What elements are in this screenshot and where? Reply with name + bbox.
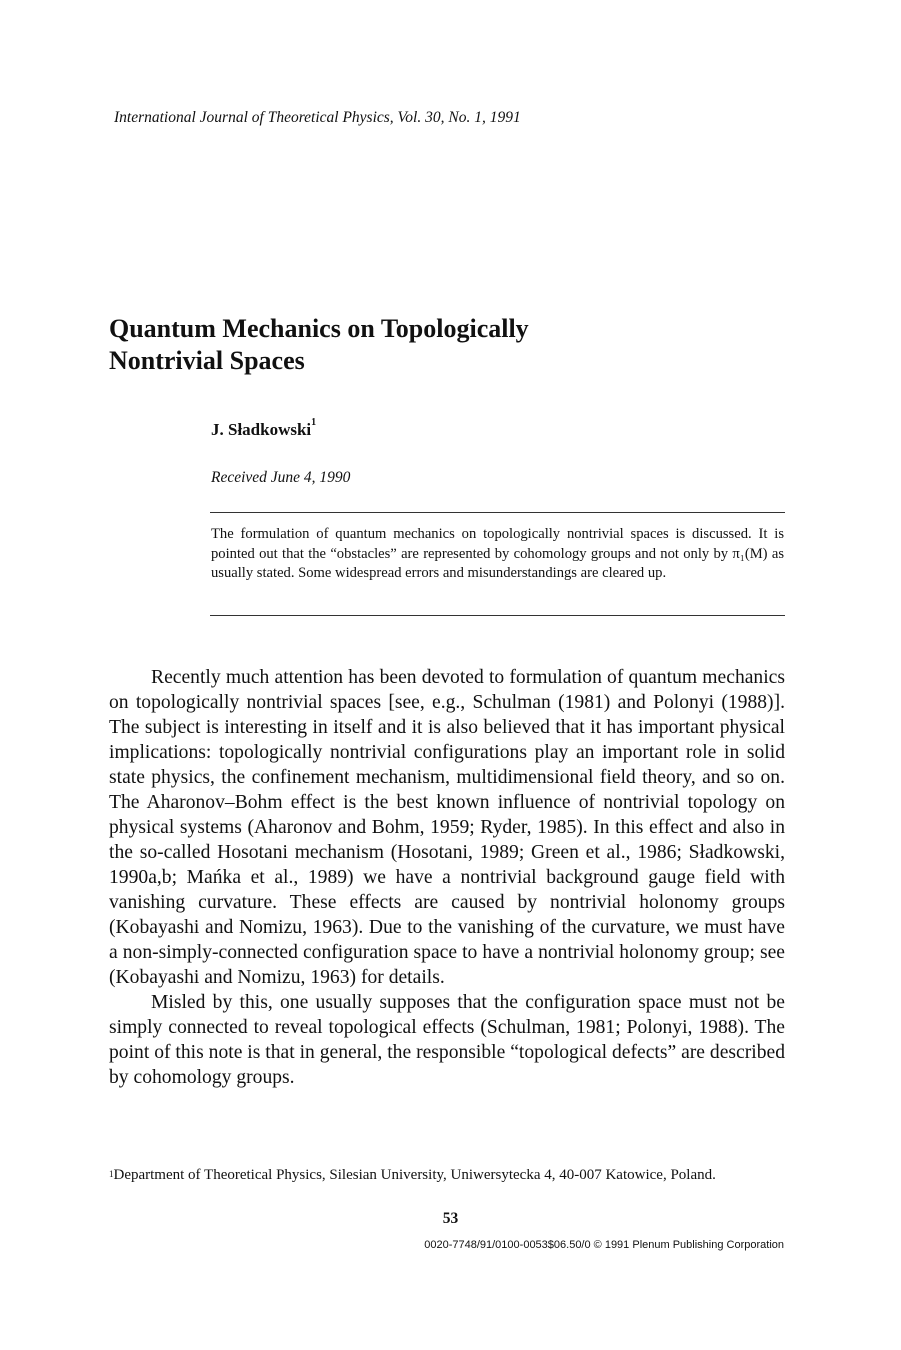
footnote-mark: 1 <box>109 1169 114 1179</box>
page-number: 53 <box>442 1210 459 1227</box>
article-title <box>109 313 789 377</box>
author-footnote-mark: 1 <box>311 417 317 428</box>
abstract-bottom-rule <box>210 615 785 616</box>
affiliation-footnote <box>109 1165 785 1186</box>
body-text <box>109 665 785 1090</box>
body-paragraph-2: Misled by this, one usually supposes that the configuration space must not be simply connected to reveal topological effects (Schulman, 1981; Polonyi, 1988). The point of this note is that in general, the responsible “topological defects” are described by cohomology groups. <box>109 992 785 1088</box>
abstract-top-rule <box>210 512 785 513</box>
copyright-line: 0020-7748/91/0100-0053$06.50/0 © 1991 Plenum Publishing Corporation <box>424 1239 784 1251</box>
author-name-text: J. Sładkowski <box>211 420 312 439</box>
abstract: The formulation of quantum mechanics on topologically nontrivial spaces is discussed. It is pointed out that the “obstacles” are represented by cohomology groups and not only by π₁(M) as usually stated. Some widespread errors and misunderstandings are cleared up. <box>211 526 784 582</box>
author-name <box>211 417 317 440</box>
journal-citation: International Journal of Theoretical Physics, Vol. 30, No. 1, 1991 <box>114 109 521 126</box>
footnote-text: Department of Theoretical Physics, Silesian University, Uniwersytecka 4, 40-007 Katowice, Poland. <box>113 1167 716 1183</box>
received-date: Received June 4, 1990 <box>211 469 351 486</box>
article-title-line-2: Nontrivial Spaces <box>109 346 305 375</box>
article-title-line-1: Quantum Mechanics on Topologically <box>109 314 529 343</box>
body-paragraph-1: Recently much attention has been devoted to formulation of quantum mechanics on topologically nontrivial spaces [see, e.g., Schulman (1981) and Polonyi (1988)]. The subject is interesting in itself and it is also believed that it has important physical implications: topologically nontrivial configurations play an important role in solid state physics, the confinement mechanism, multidimensional field theory, and so on. The Aharonov–Bohm effect is the best known influence of nontrivial topology on physical systems (Aharonov and Bohm, 1959; Ryder, 1985). In this effect and also in the so-called Hosotani mechanism (Hosotani, 1989; Green et al., 1986; Sładkowski, 1990a,b; Mańka et al., 1989) we have a nontrivial background gauge field with vanishing curvature. These effects are caused by nontrivial holonomy groups (Kobayashi and Nomizu, 1963). Due to the vanishing of the curvature, we must have a non-simply-connected configuration space to have a nontrivial holonomy group; see (Kobayashi and Nomizu, 1963) for details. <box>109 667 785 988</box>
